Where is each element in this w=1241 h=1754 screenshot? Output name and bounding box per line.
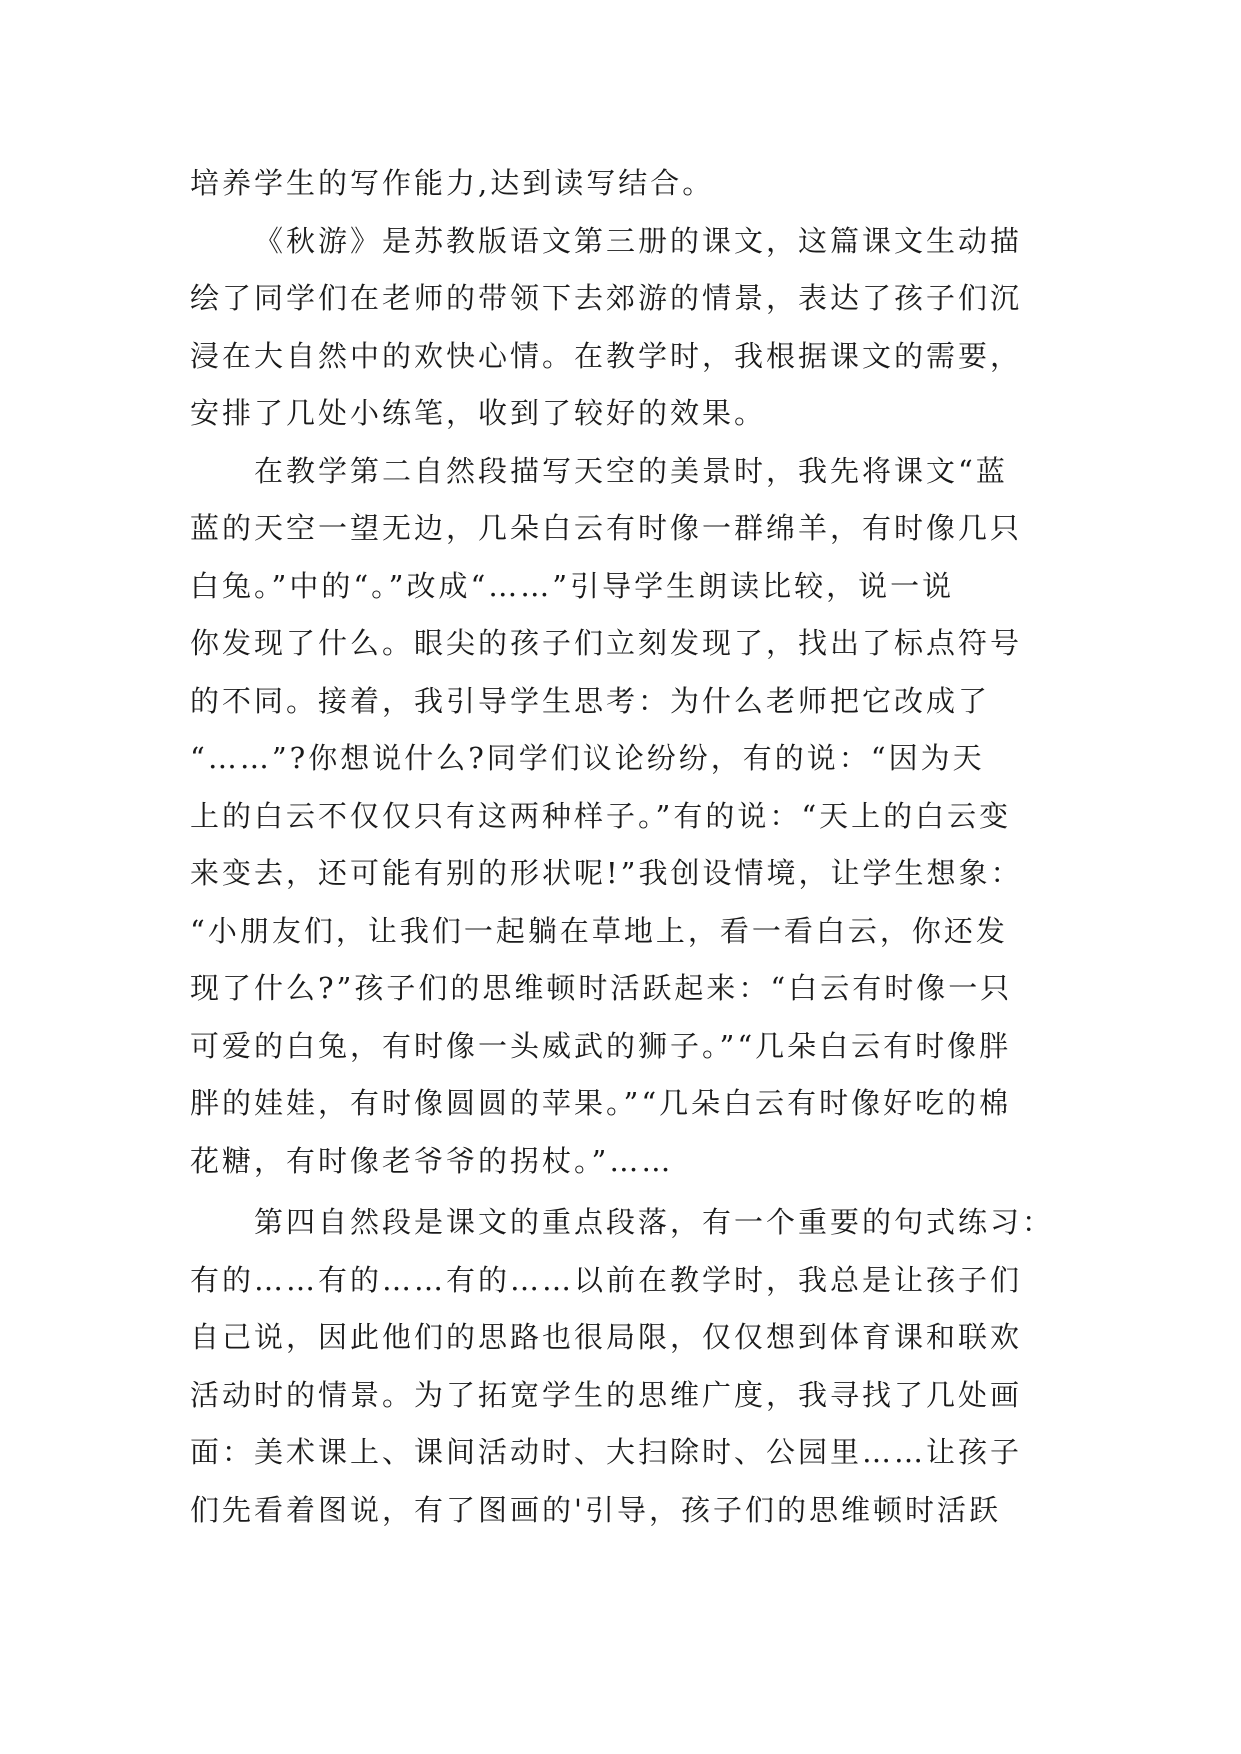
article-body	[190, 155, 1080, 1539]
text-line: 有的……有的……有的……以前在教学时，我总是让孩子们	[190, 1262, 1023, 1297]
text-line: 第四自然段是课文的重点段落，有一个重要的句式练习：	[254, 1205, 1055, 1239]
text-line: 们先看着图说，有了图画的'引导，孩子们的思维顿时活跃	[190, 1492, 1001, 1527]
text-line: 面：美术课上、课间活动时、大扫除时、公园里……让孩子	[190, 1435, 1023, 1469]
text-line: 《秋游》是苏教版语文第三册的课文，这篇课文生动描	[254, 223, 1023, 258]
paragraph	[190, 443, 1080, 1191]
text-line: “……”?你想说什么?同学们议论纷纷，有的说：“因为天	[190, 741, 985, 775]
text-line: 在教学第二自然段描写天空的美景时，我先将课文“蓝	[254, 453, 1008, 488]
paragraph	[190, 1194, 1080, 1539]
text-line: 上的白云不仅仅只有这两种样子。”有的说：“天上的白云变	[190, 798, 1012, 833]
text-line: 你发现了什么。眼尖的孩子们立刻发现了，找出了标点符号	[190, 626, 1023, 660]
text-line: 白兔。”中的“。”改成“……”引导学生朗读比较，说一说	[190, 568, 955, 603]
text-line: 安排了几处小练笔，收到了较好的效果。	[190, 396, 767, 430]
text-line: 来变去，还可能有别的形状呢!”我创设情境，让学生想象：	[190, 856, 1023, 890]
text-line: 可爱的白兔，有时像一头威武的狮子。”“几朵白云有时像胖	[190, 1028, 1012, 1063]
text-line: 活动时的情景。为了拓宽学生的思维广度，我寻找了几处画	[190, 1377, 1023, 1412]
text-line: 绘了同学们在老师的带领下去郊游的情景，表达了孩子们沉	[190, 281, 1023, 315]
text-line: 自己说，因此他们的思路也很局限，仅仅想到体育课和联欢	[190, 1320, 1023, 1354]
text-line: 胖的娃娃，有时像圆圆的苹果。”“几朵白云有时像好吃的棉	[190, 1086, 1012, 1120]
paragraph	[190, 213, 1080, 443]
text-line: 浸在大自然中的欢快心情。在教学时，我根据课文的需要，	[190, 338, 1023, 373]
text-line: 花糖，有时像老爷爷的拐杖。”……	[190, 1143, 674, 1178]
text-line: 培养学生的写作能力,达到读写结合。	[190, 166, 715, 200]
paragraph	[190, 155, 1080, 213]
text-line: 蓝的天空一望无边，几朵白云有时像一群绵羊，有时像几只	[190, 511, 1023, 545]
text-line: 的不同。接着，我引导学生思考：为什么老师把它改成了	[190, 683, 991, 718]
text-line: “小朋友们，让我们一起躺在草地上，看一看白云，你还发	[190, 913, 1008, 948]
text-line: 现了什么?”孩子们的思维顿时活跃起来：“白云有时像一只	[190, 971, 1013, 1005]
